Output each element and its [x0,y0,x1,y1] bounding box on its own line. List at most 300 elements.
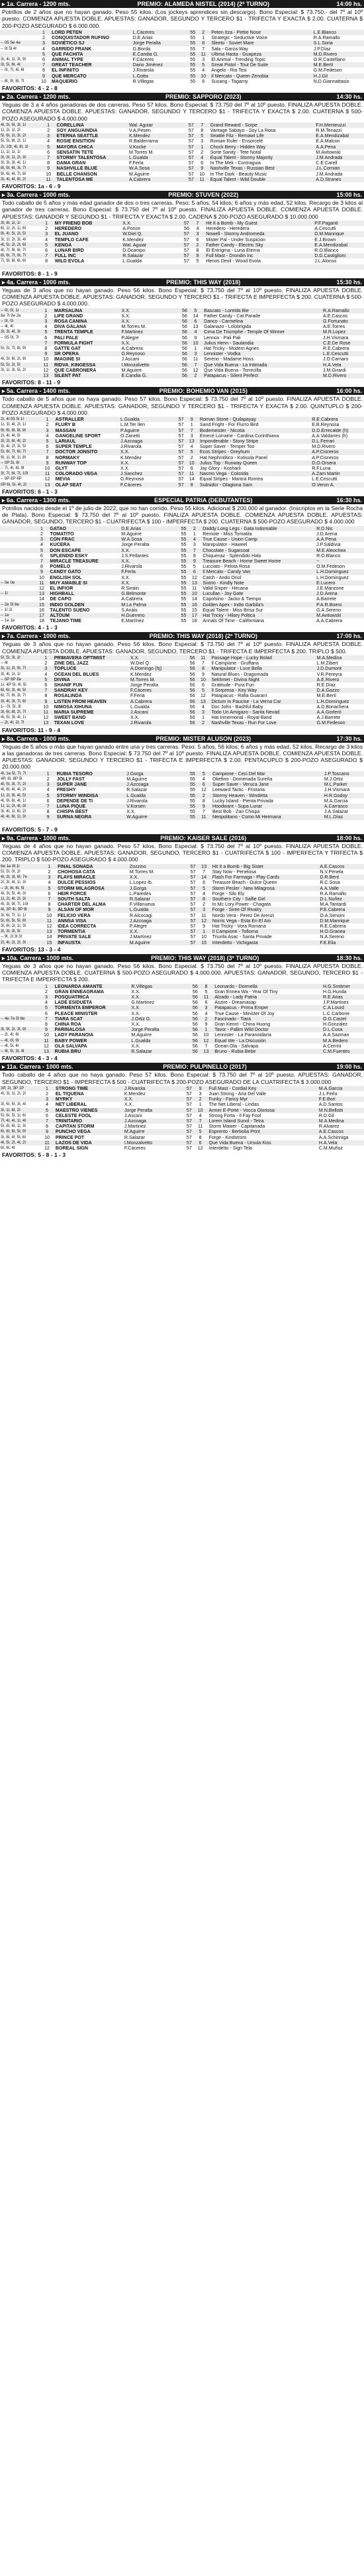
horse-name: NASHVILLE BLUE [56,166,128,171]
table-row [0,466,364,471]
jockey: X.X. [122,221,176,226]
weight: 55 [190,46,196,52]
saddle-number: 10 [41,78,46,84]
weight: 57 [188,128,194,134]
runners-table [0,417,364,488]
saddle-number: 15 [42,940,57,945]
saddle-number: 2 [44,661,48,667]
post-position: 7 [190,221,205,226]
weight: 56 [185,1038,198,1044]
post-position: 12 [196,918,211,924]
jockey: G.Martinez [131,1000,155,1006]
weight: 56 [185,1027,198,1032]
weight: 55 [183,30,196,35]
pedigree: El Animal - Trending Topic [211,56,266,62]
pedigree: Henos Devil - Wood Evola [206,258,261,264]
pedigree: Full Mast - Drondin Inc [205,253,314,258]
post-position: 2 [203,902,206,908]
race-header [0,191,364,199]
pedigree: In Mc Lory Power - Chagata [212,902,271,908]
race-label: ▸ 2a. Carrera - 1200 mts. [2,93,71,100]
race-section [0,387,364,496]
weight: 55 [173,591,187,596]
table-row [0,1049,364,1054]
saddle-number: 6 [46,798,50,804]
post-position: 6 [201,160,204,166]
weight: 57 [190,890,196,896]
recent-form: 1l, 1l, 2l, 4l, 3l [0,804,40,809]
weight: 57 [181,166,195,171]
race-conditions: Yeguas de 4 años que no hayan ganado. Peso 57 kilos. Bono Especial: $ 73.750 del 7º al 10º puesto. FINALIZA APUESTA DOBLE. COMIENZA APUESTA DOBLE. APUESTAS: GANADOR, SEGUNDO, TERCERO $1 - CUATRIFECTA $ 100 - IMPERFECTA Y TRIFECTA $ 200. TRIPLO $ 500-POZO ASEGURADO $ 4.000.000 [2,842,363,863]
saddle-number: 1 [34,526,50,531]
recent-form: -- 7l, 4l, 8l, 9l [1,466,24,470]
recent-form: 5l, 5l, 2l, 5l [0,362,38,368]
pedigree: In The Mek - Contraguia [210,160,261,166]
race-label: ▸ 6a. Carrera - 1300 mts. [2,496,71,504]
jockey: F.Cáceres [120,482,171,488]
table-row [0,264,364,270]
pedigree: Patapacus - Silent Perfect [203,373,322,378]
table-row [0,704,364,710]
horse-name: CELESTE FOOL [55,1112,92,1118]
pedigree: Southern City - Salfie Girl [212,896,320,902]
table-row [0,1000,364,1005]
race-title: PREMIO: STUVEN (2022) [168,191,239,199]
race-program [0,0,364,1159]
jockey: K.Mendez [128,133,181,138]
jockey: L.Paredes [129,890,152,896]
post-position: 10 [188,341,203,346]
weight: 57 [178,466,184,471]
table-row [0,777,364,782]
saddle-number: 11 [34,580,50,586]
trainer: R.E.Díaz [316,682,336,688]
post-position: 3 [202,56,205,62]
pedigree: Daddy Long Legs - Gata Indomable [202,526,316,531]
jockey: D.Ocampo [122,247,146,253]
pedigree: Sleeto - Soviet Mare [210,40,312,46]
jockey: J.Ascani [124,1112,142,1118]
horse-name: POSQUATRICA [54,994,131,1000]
race-conditions: Yeguas de 3 años que no hayan ganado. Peso 56 kilos. Bono Especial: $ 73.750 del 7º al 10º puesto. FINALIZA APUESTA DOBLE. COMIENZA APUESTA DOBLE. APUESTAS: GANADOR, SEGUNDO, TERCERO $1 - TRIFECTA E IMPERFECTA $ 200. TRIPLO $ 500. [2,641,363,655]
saddle-number: 3 [38,666,54,671]
recent-form: 3l, 8l, 4l, 5l, 6l [1,1134,26,1140]
weight: 55 [173,602,187,608]
horse-name: FLAYS MIRACLE [57,875,129,880]
saddle-number: 9 [40,460,54,466]
trainer: R.A.Ramallo [313,35,340,41]
table-row [0,1124,364,1129]
runners-table [0,984,364,1055]
recent-form [0,1011,38,1016]
saddle-number: 16 [39,607,44,613]
pedigree: Capolsino - Jacko & Tiempo [203,596,261,602]
jockey: A.Cabrera [130,699,183,704]
table-row [0,160,364,166]
horse-name: MUY AMABLE SI [49,580,120,586]
race-title: PREMIO: THIS WAY (2018) (3º TURNO) [151,954,259,961]
recent-form: -- 9P 8P 6P [1,476,22,482]
post-position: 4 [202,68,205,74]
saddle-number: 1 [39,1086,55,1091]
trainer: L.M.Zibert [316,661,338,667]
horse-name: KUCERA [50,542,70,548]
horse-name: EL INFIOR [50,585,73,591]
recent-form [0,564,34,569]
recent-form: -- 1l [0,591,34,596]
weight: 57 [190,880,196,886]
pedigree: Interdetto - Sign Tela [208,1146,252,1152]
table-row [0,362,364,368]
trainer: C.E.Carell [316,160,338,166]
saddle-number: 6 [42,56,45,62]
recent-form: 2l, 4l 05 5l 1l [0,417,40,422]
table-row [0,880,364,885]
trainer: M.A.Garcia [318,1086,364,1091]
weight: 56 [192,1010,198,1016]
jockey: A.Ponce [122,226,141,232]
post-position: 5 [196,258,199,264]
table-row [0,341,364,346]
trainer: A.A.Schinniga [318,1134,349,1140]
post-position: 1 [193,531,196,537]
weight [176,264,190,270]
pedigree: Hat Inmemorial - Royal Band [211,715,272,721]
trainer: A.D.Stranes [315,177,364,182]
recent-form: 3l, 4l, 1l, 3l, 9l [1,56,26,62]
runners-table [0,526,364,624]
horse-name: FULL INC [54,253,122,258]
race-label: ▸ 10a. Carrera - 1000 mts. [2,954,74,961]
trainer: J.O.Camaro [323,356,349,362]
pedigree: Ocean Ola - Salvapa [214,1043,259,1049]
trainer: A.A.Valdarres (h) [312,433,348,439]
post-position: 3 [196,710,211,715]
recent-form: 5l, 5l, 0l, 2l [1,869,21,874]
pedigree: Funky - Fancy Myr [208,1097,318,1102]
pedigree: Sand Fright - For Flurro Bird [199,422,259,428]
horse-name: CON FRAC [49,537,120,542]
table-row [0,329,364,335]
trainer: A.A.Cabrera [316,618,343,624]
race-section [0,632,364,734]
favorites: FAVORITOS: 8 - 11 - 9 [2,379,61,386]
recent-form: 1l, 3l, 4l, 2l, 1l [1,422,26,427]
trainer: A.E.Rivero [316,677,364,682]
pedigree: Bruno - Rubia Bebe [214,1049,322,1054]
race-header [0,93,364,101]
weight: 56 [175,373,188,378]
race-section [0,93,364,191]
trainer: L.H.Dominguez [316,569,364,574]
table-row [0,258,364,264]
horse-name: OLAP SEAT [55,482,120,488]
table-row [0,237,364,242]
recent-form: 8l, 6l, 7l, 9l, 7l [0,253,38,258]
jockey: J.Ortiz G. [130,1016,185,1022]
table-row [0,128,364,133]
trainer: E.Lucero [316,580,364,586]
recent-form [0,1097,39,1102]
jockey: X.X. [120,460,171,466]
recent-form [0,30,36,35]
saddle-number: 6 [40,553,43,559]
post-position: 2 [190,455,193,460]
table-row [0,351,364,356]
race-label: ▸ 8a. Carrera - 1000 mts. [2,735,71,742]
saddle-number: 11 [41,177,56,182]
jockey: R.Balderrama [128,138,158,144]
trainer: F.E.Bori [318,1097,364,1102]
saddle-number: 12 [43,715,49,721]
saddle-number: 9 [38,1027,54,1032]
table-row [0,444,364,449]
post-position: 6 [203,880,206,886]
recent-form: -- 2l, 4l, 6l [1,1032,19,1038]
pedigree: Bascato - Lorelda Bie [203,308,322,313]
trainer: D.A.Gazzo [316,688,364,693]
table-row [0,1086,364,1091]
pedigree: Best Bob - Zan Chispa [212,809,260,815]
table-row [0,661,364,666]
race-title: ESPECIAL PATRIA (DEBUTANTES) [154,496,253,504]
weight: 57 [181,123,195,128]
table-row [0,1102,364,1107]
favorites: FAVORITOS: 5 - 8 - 1 - 3 [2,1152,66,1159]
recent-form [0,542,34,547]
pedigree [212,820,324,826]
table-row [0,449,364,455]
table-row [0,569,364,574]
trainer: C.M.Fuentes [322,1049,364,1054]
post-position: 7 [205,1043,208,1049]
saddle-number: 8 [47,160,50,166]
trainer: M.A.Tantardi [320,902,347,908]
table-row [0,531,364,537]
table-row [0,559,364,564]
weight: 56 [192,1000,198,1006]
trainer: J.P.Díaz [313,46,331,52]
recent-form: 1-- 0l, 5l, 3l [1,704,21,709]
trainer: C.A.Lourd [322,1005,364,1010]
pedigree: Father Candy - Cat Parade [204,313,261,319]
pedigree: Il Campione - Gruffana [211,661,259,667]
post-position: 8 [196,666,211,671]
pedigree: Lorem Island Sunol - Tetra [208,1118,318,1124]
jockey: P.Aguirre [120,428,171,433]
weight: 56 [182,356,187,362]
race-header [0,954,364,962]
jockey: M.Aguirre [129,940,183,945]
saddle-number: 8 [44,693,48,699]
jockey: F.Cáceres [132,56,154,62]
trainer: A.P.Cisneros [312,455,339,460]
race-label: ▸ 7a. Carrera - 1000 mts. [2,633,71,640]
pedigree: Hit It a Bomb - My Guest [205,221,314,226]
weight: 57 [181,177,195,182]
jockey: R.Salazar [124,1134,145,1140]
jockey: Wal. Aguiar [122,242,176,248]
horse-name: LUNAR BIRD [54,247,84,253]
table-row [0,875,364,880]
trainer: O.M.Fedeson [316,564,345,570]
recent-form: 6l, 1l, 2l, 1l, 6l [1,226,26,231]
race-header [0,278,364,286]
table-row [0,166,364,171]
weight: 55 [190,68,196,74]
weight: 56 [175,308,188,313]
recent-form: 5l, 6l, 5l, 5l, 8l [0,918,42,924]
trainer: R.Alvarez [318,1124,340,1130]
saddle-number: 10 [44,1032,49,1038]
pedigree: Que Vida Buena - Torrecilla [204,367,261,373]
saddle-number: 3 [39,1097,55,1102]
horse-name: MYRKY [55,1097,124,1102]
weight: 57 [178,476,184,482]
recent-form: -- 2l, 8l, 6l, 5l [0,886,42,891]
saddle-number: 3 [40,428,54,433]
post-position: 3 [201,138,204,144]
trainer: J.M.Girardi [323,367,346,373]
horse-name: SR OPERA [54,351,120,356]
saddle-number: 5 [36,52,51,57]
weight: 57 [178,444,184,450]
pedigree: Annals Of Time - Californiana [203,618,264,624]
trainer: A.Cerrini [323,1043,341,1049]
jockey: Jorge Peralta [124,1108,179,1113]
trainer: D.L.Nuñez [319,896,364,902]
post-position: 9 [194,335,197,341]
recent-form: 6l, 7l, 8l, 3l, 7l [1,693,26,698]
pedigree: Nashville Texas - Run For Love [210,720,316,725]
horse-name: SOY ANGUAINDIA [56,128,98,134]
saddle-number: 5 [42,886,57,891]
table-row [0,918,364,924]
jockey: X.X. [130,994,185,1000]
trainer: H.O.Granea [319,929,364,934]
jockey: M.Torres M. [130,677,183,682]
saddle-number: 2 [44,313,48,319]
pedigree: Sekhmet - Divina Night [210,677,316,682]
post-position: 8 [185,482,199,488]
table-row [0,672,364,677]
trainer: M.A.Bedero [322,1038,364,1044]
trainer: -- [316,559,364,564]
trainer: J.L.Ferlu [318,1091,338,1097]
table-row [0,1011,364,1016]
pedigree: El Entrigma - Luna Eterna [206,247,260,253]
weight: 57 [176,221,190,226]
recent-form: 3l, 8l, 2l, 1l, 3l [1,923,26,928]
weight: 56 [189,693,195,699]
trainer: G.M.Fedeson [316,720,364,725]
post-position: 5 [196,688,211,693]
weight: 56 [192,1022,198,1028]
table-row [0,994,364,1000]
jockey: M.Aguirre [126,776,148,782]
jockey: F.Villanueva [129,902,155,908]
pedigree: Full Mast - Cordial Key [208,1086,318,1091]
post-position: 7 [188,362,203,368]
post-position: 9 [187,559,202,564]
post-position: 12 [197,1146,203,1152]
saddle-number: 4 [45,1000,48,1006]
saddle-number: 9 [42,907,57,912]
favorites: FAVORITOS: 4 - 3 - 4 [2,1055,58,1062]
post-position: 7 [202,809,205,815]
recent-form: -- 0l, 7l, 4l, 6l [1,68,24,73]
pedigree: Jay Glory - Kosharlı [199,466,242,471]
trainer: M.A.Medina [316,655,364,661]
pedigree: Valid Sniper - Hecana [203,585,248,591]
table-row [0,934,364,939]
jockey: L.Lopez Ib. [129,880,153,886]
horse-name: SUPER JANE [56,782,126,787]
saddle-number: 13 [38,373,54,378]
post-position: 4 [205,1010,208,1016]
trainer: L.E.Cescutti [312,476,338,482]
recent-form [0,548,34,553]
saddle-number: 17 [34,613,50,618]
weight: 57 [171,417,185,422]
saddle-number: 8 [46,809,50,815]
trainer: O.A.Sensini [320,912,345,918]
horse-name: GARRIDO FRANK [52,46,92,52]
saddle-number: 12 [44,1146,50,1152]
saddle-number: 1 [36,30,51,35]
pedigree: Storm Mawer - Capitanada [208,1124,265,1130]
jockey: G.Borda [132,46,151,52]
weight: 55 [181,618,187,624]
weight: 57 [183,929,196,934]
table-row [0,428,364,433]
post-position: 14 [196,875,211,880]
race-title: PREMIO: THIS WAY (2018) [166,278,241,286]
post-position: 14 [189,476,195,482]
pedigree: Roman Ruler - Ensorcelé [210,138,263,144]
recent-form: 3l, 4l, 1l, 1l [1,671,21,676]
post-position: 8 [196,40,210,46]
weight: 57 [171,460,185,466]
jockey: X.X. [120,559,173,564]
recent-form: -- 0l, 0l [0,319,38,324]
table-row [0,902,364,907]
horse-name: GATTE GAT [54,346,81,352]
pedigree: Alzado - Lady Patria [214,994,322,1000]
table-row [0,1097,364,1102]
post-position: 6 [187,569,202,574]
recent-form: 9l, 6l, 4l, 7l, 8l [1,171,26,176]
pedigree: Vantage Sabayo - Soy La Rosa [210,128,276,134]
horse-name: NIMOSA XIHUNA [54,704,92,710]
recent-form: 8e 7l 9e 2e [1,313,21,318]
jockey: L.Gualda [128,155,181,160]
weight: 55 [181,553,187,559]
favorites: FAVORITOS: 13 - 3 - 4 [2,945,61,953]
post-position: 1 [199,1027,214,1032]
trainer: R.E.Cabrera [323,346,349,352]
saddle-number: 5 [40,793,56,798]
weight: 57 [171,482,185,488]
table-row [0,57,364,62]
race-time: 15:30 hs. [336,278,362,286]
weight: 56 [185,1005,198,1010]
race-time: 16:30 hs. [336,496,362,504]
weight: 55 [189,787,195,793]
trainer: R.O.Blanco [314,247,339,253]
horse-name: MEVIA [55,476,71,482]
jockey: G.Belmonte [120,591,173,596]
